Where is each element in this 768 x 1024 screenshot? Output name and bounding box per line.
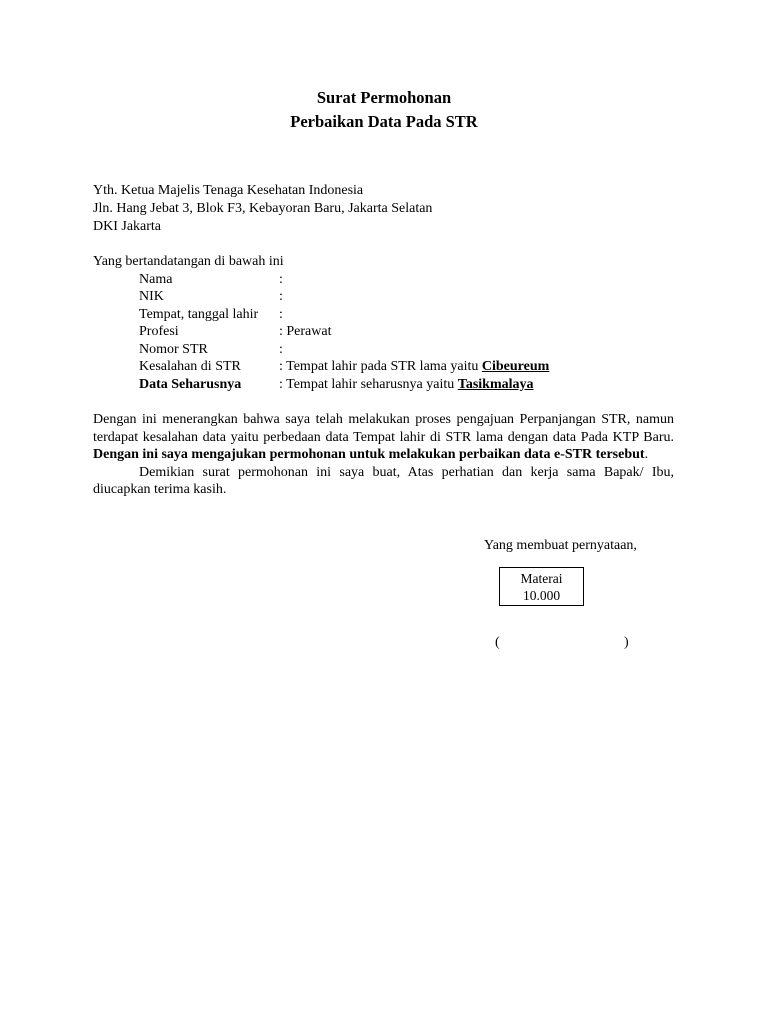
- wrong-birthplace: Cibeureum: [481, 359, 550, 374]
- correct-birthplace: Tasikmalaya: [457, 377, 534, 392]
- field-label: Data Seharusnya: [139, 377, 242, 392]
- body-paragraph-2: Demikian surat permohonan ini saya buat, Atas perhatian dan kerja sama Bapak/ Ibu, diucapkan terima kasih.: [93, 464, 674, 498]
- signature-paren-close: ): [624, 635, 629, 650]
- recipient-line-2: Jln. Hang Jebat 3, Blok F3, Kebayoran Baru, Jakarta Selatan: [93, 201, 433, 216]
- body-paragraph-1-bold: Dengan ini saya mengajukan permohonan untuk melakukan perbaikan data e-STR tersebut: [93, 447, 645, 463]
- field-value-prefix: : Tempat lahir pada STR lama yaitu: [279, 359, 482, 374]
- field-value-prefix: : Tempat lahir seharusnya yaitu: [279, 377, 458, 392]
- signature-label: Yang membuat pernyataan,: [484, 538, 637, 553]
- field-value: :: [279, 272, 283, 287]
- recipient-line-1: Yth. Ketua Majelis Tenaga Kesehatan Indonesia: [93, 183, 364, 198]
- identity-intro: Yang bertandatangan di bawah ini: [93, 254, 284, 269]
- field-value: :: [279, 307, 283, 322]
- field-label: NIK: [139, 289, 164, 304]
- field-label: Nomor STR: [139, 342, 208, 357]
- body-text: [93, 411, 674, 499]
- field-label: Kesalahan di STR: [139, 359, 241, 374]
- field-value: : Perawat: [279, 324, 332, 339]
- body-paragraph-1: [93, 411, 674, 464]
- title-line-1: Surat Permohonan: [316, 88, 452, 107]
- field-value: [279, 358, 549, 376]
- materai-line-2: 10.000: [522, 588, 561, 603]
- materai-line-1: Materai: [520, 571, 563, 586]
- recipient-line-3: DKI Jakarta: [93, 219, 162, 234]
- field-value: [279, 376, 534, 394]
- materai-box: [499, 567, 584, 606]
- field-label: Tempat, tanggal lahir: [139, 307, 259, 322]
- field-label: Nama: [139, 272, 173, 287]
- title-line-2: Perbaikan Data Pada STR: [290, 112, 478, 131]
- body-paragraph-1-text: Dengan ini menerangkan bahwa saya telah melakukan proses pengajuan Perpanjangan STR, namun terdapat kesalahan data yaitu perbedaan data Tempat lahir di STR lama dengan data Pada KTP Baru.: [93, 412, 674, 445]
- field-value: :: [279, 342, 283, 357]
- signature-paren-open: (: [495, 635, 500, 650]
- field-value: :: [279, 289, 283, 304]
- field-label: Profesi: [139, 324, 179, 339]
- body-paragraph-1-end: .: [644, 447, 649, 463]
